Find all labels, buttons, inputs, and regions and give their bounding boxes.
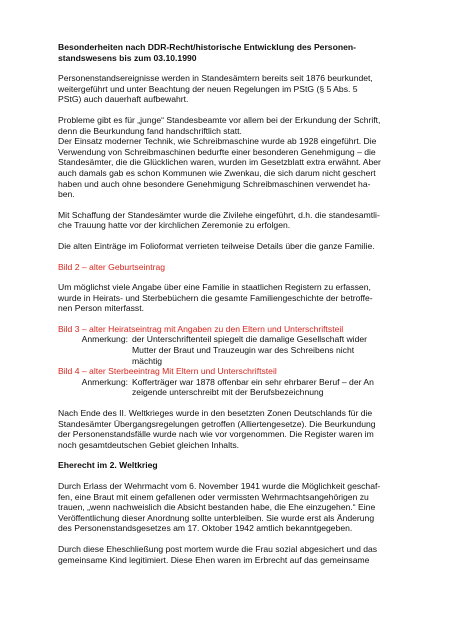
note-label: Anmerkung: (81, 376, 128, 387)
section-heading: Eherecht im 2. Weltkrieg (58, 460, 158, 471)
note-text: der Unterschriftenteil spiegelt die damalige Gesellschaft wider Mutter der Braut und Trauzeugin war des Schreibens nicht mächtig (132, 334, 368, 366)
annotation-note (58, 334, 394, 366)
paragraph: Durch Erlass der Wehrmacht vom 6. November 1941 wurde die Möglichkeit geschaf- fen, eine Braut mit einem gefallenen oder vermissten Wehrmachtsangehörigen zu trauen, „wenn nachweislich die Absicht bestanden habe, die Ehe einzugehen.“ Eine Veröffentlichung dieser Anordnung sollte unterbleiben. Sie wurde erst als Änderung des Personenstandsgesetzes am 17. Oktober 1942 amtlich bekanntgegeben. (58, 481, 381, 534)
paragraph: Probleme gibt es für „junge“ Standesbeamte vor allem bei der Erkundung der Schrift, denn die Beurkundung fand handschriftlich statt. Der Einsatz moderner Technik, wie Schreibmaschine wurde ab 1928 eingeführt. Die Verwendung von Schreibmaschinen bedurfte einer besonderen Genehmigung – die Standesämter, die die Glücklichen waren, wurden im Gesetzblatt extra erwähnt. Aber auch damals gab es schon Kommunen wie Zwenkau, die sich darum nicht geschert haben und auch ohne besondere Genehmigung Schreibmaschinen verwendet ha- ben. (58, 114, 381, 200)
paragraph: Mit Schaffung der Standesämter wurde die Zivilehe eingeführt, d.h. die standesamtli- che Trauung hatte vor der kirchlichen Zeremonie zu erfolgen. (58, 209, 380, 231)
paragraph: Durch diese Eheschließung post mortem wurde die Frau sozial abgesichert und das gemeinsame Kind legitimiert. Diese Ehen waren im Erbrecht auf das gemeinsame (58, 543, 378, 565)
figure-caption-bild-4: Bild 4 – alter Sterbeeintrag Mit Eltern und Unterschriftsteil (58, 366, 277, 377)
title-line: standswesens bis zum 03.10.1990 (58, 52, 197, 63)
document-title (58, 42, 394, 63)
paragraph: Personenstandsereignisse werden in Standesämtern bereits seit 1876 beurkundet, weitergeführt und unter Beachtung der neuen Regelungen im PStG (§ 5 Abs. 5 PStG) auch dauerhaft aufbewahrt. (58, 73, 373, 105)
paragraph: Die alten Einträge im Folioformat verrieten teilweise Details über die ganze Familie. (58, 240, 375, 251)
title-line: Besonderheiten nach DDR-Recht/historische Entwicklung des Personen- (58, 42, 356, 52)
note-label: Anmerkung: (81, 334, 128, 345)
annotation-note (58, 377, 394, 398)
note-text: Kofferträger war 1878 offenbar ein sehr ehrbarer Beruf – der An zeigende unterschreibt mit der Berufsbezeichnung (132, 376, 374, 398)
paragraph: Nach Ende des II. Weltkrieges wurde in den besetzten Zonen Deutschlands für die Standesämter Übergangsregelungen getroffen (Alliertengesetze). Die Beurkundung der Personenstandsfälle wurde nach wie vor vorgenommen. Die Register waren im noch gesamtdeutschen Gebiet gleichen Inhalts. (58, 408, 376, 450)
figure-caption-bild-3: Bild 3 – alter Heiratseintrag mit Angaben zu den Eltern und Unterschriftsteil (58, 323, 344, 334)
paragraph: Um möglichst viele Angabe über eine Familie in staatlichen Registern zu erfassen, wurde in Heirats- und Sterbebüchern die gesamte Familiengeschichte der betroffe- nen Person miterfasst. (58, 282, 373, 314)
figure-caption-bild-2: Bild 2 – alter Geburtseintrag (58, 261, 166, 272)
